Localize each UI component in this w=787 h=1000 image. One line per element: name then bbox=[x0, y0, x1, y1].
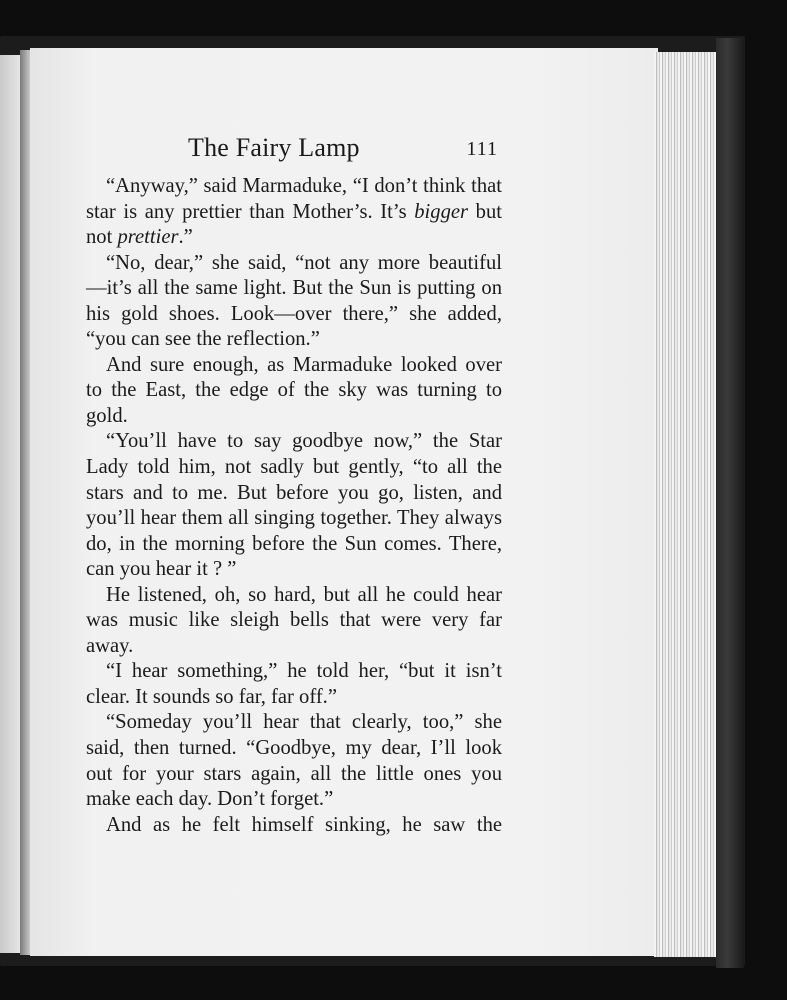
paragraph bbox=[86, 429, 502, 582]
paragraph bbox=[86, 583, 502, 660]
left-page-edge bbox=[0, 55, 22, 953]
text-span: “Someday you’ll hear that clearly, too,” she said, then turned. “Goodbye, my dear, I’ll look out for your stars again, all the little ones you make each day. Don’t forget.” bbox=[86, 711, 502, 811]
paragraph bbox=[86, 251, 502, 353]
page-stack-edges bbox=[654, 52, 720, 957]
text-span: And sure enough, as Marmaduke looked over to the East, the edge of the sky was turning to gold. bbox=[86, 353, 502, 427]
paragraph bbox=[86, 813, 502, 839]
page-number: 111 bbox=[466, 138, 498, 160]
text-span: “You’ll have to say goodbye now,” the Star Lady told him, not sadly but gently, “to all the stars and to me. But before you go, listen, and you’ll hear them all singing together. They always do, in the morning before the Sun comes. There, can you hear it ? ” bbox=[86, 430, 502, 581]
body-text bbox=[86, 174, 502, 838]
italic-text: prettier bbox=[117, 226, 179, 249]
text-span: And as he felt himself sinking, he saw the bbox=[106, 813, 502, 836]
italic-text: bigger bbox=[414, 200, 469, 223]
text-span: “No, dear,” she said, “not any more beautiful —it’s all the same light. But the Sun is putting on his gold shoes. Look—over there,” she added, “you can see the reflection.” bbox=[86, 251, 502, 351]
text-span: .” bbox=[178, 226, 193, 249]
text-span: He listened, oh, so hard, but all he could hear was music like sleigh bells that were very far away. bbox=[86, 583, 502, 657]
page-header bbox=[88, 133, 504, 167]
text-span: but not bbox=[86, 200, 502, 249]
running-title: The Fairy Lamp bbox=[188, 133, 360, 162]
book-cover-edge bbox=[716, 38, 744, 968]
text-span: “I hear something,” he told her, “but it isn’t clear. It sounds so far, far off.” bbox=[86, 660, 502, 708]
paragraph bbox=[86, 659, 502, 710]
paragraph bbox=[86, 174, 502, 251]
text-span: “Anyway,” said Marmaduke, “I don’t think that star is any prettier than Mother’s. It’s bbox=[86, 175, 502, 223]
paragraph bbox=[86, 353, 502, 430]
paragraph bbox=[86, 710, 502, 812]
